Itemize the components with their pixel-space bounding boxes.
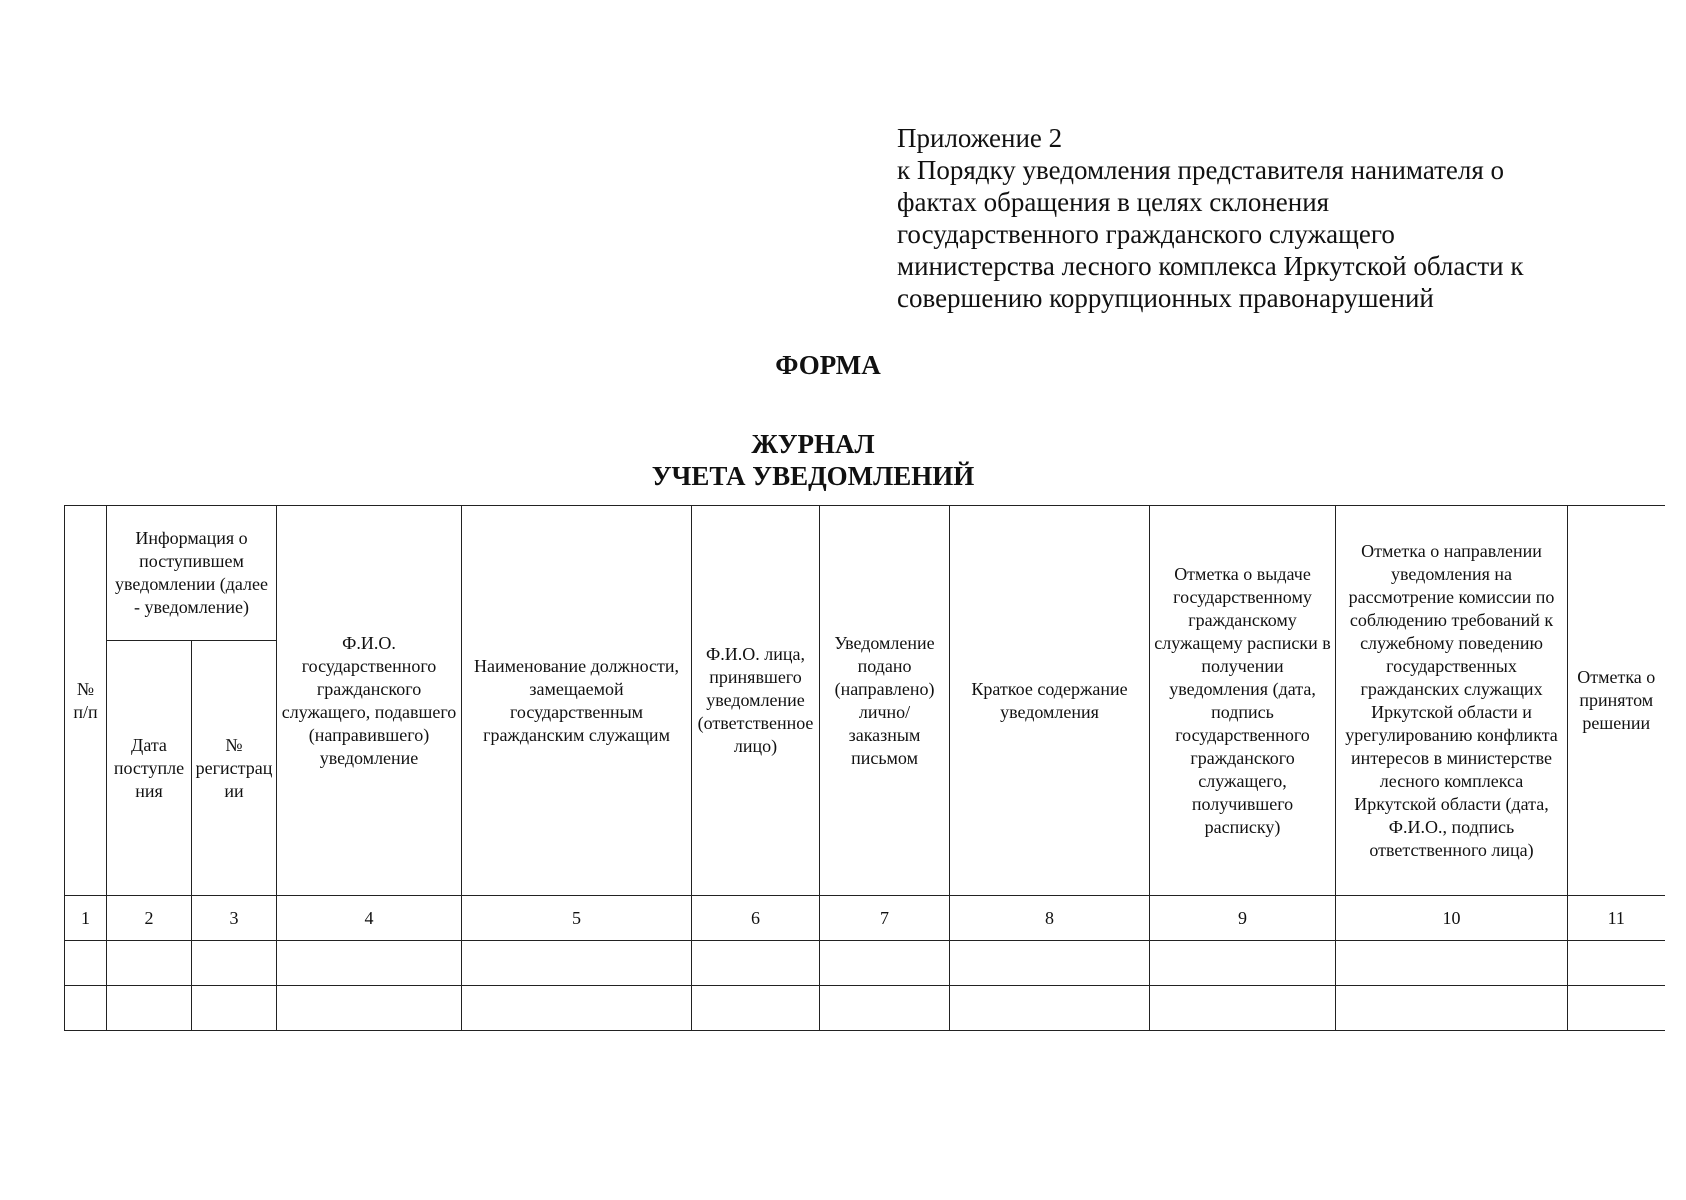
table-cell	[820, 986, 950, 1031]
column-number: 8	[950, 896, 1150, 941]
header-c8: Краткое содержание уведомления	[950, 506, 1150, 896]
column-number: 4	[277, 896, 462, 941]
table-cell	[1568, 941, 1665, 986]
appendix-block	[897, 122, 1637, 314]
table-cell	[692, 941, 820, 986]
column-number: 1	[65, 896, 107, 941]
column-number: 10	[1336, 896, 1568, 941]
table-cell	[1336, 986, 1568, 1031]
form-label	[0, 350, 1686, 381]
table-cell	[192, 941, 277, 986]
column-number: 6	[692, 896, 820, 941]
column-number: 11	[1568, 896, 1665, 941]
column-number: 5	[462, 896, 692, 941]
header-c3: № регистрации	[192, 641, 277, 896]
table-cell	[820, 941, 950, 986]
table-cell	[462, 941, 692, 986]
form-label-text: ФОРМА	[775, 350, 881, 380]
table-cell	[1568, 986, 1665, 1031]
appendix-line: министерства лесного комплекса Иркутской области к	[897, 251, 1524, 281]
header-c1: № п/п	[65, 506, 107, 896]
appendix-line: государственного гражданского служащего	[897, 219, 1395, 249]
journal-title	[0, 428, 1686, 492]
table-cell	[462, 986, 692, 1031]
column-number: 7	[820, 896, 950, 941]
column-number: 2	[107, 896, 192, 941]
header-c9: Отметка о выдаче государственному гражданскому служащему расписки в получении уведомления (дата, подпись государственного гражданского служащего, получившего расписку)	[1150, 506, 1336, 896]
journal-title-line1: ЖУРНАЛ	[751, 429, 875, 459]
table-cell	[277, 941, 462, 986]
header-c5: Наименование должности, замещаемой государственным гражданским служащим	[462, 506, 692, 896]
header-row-top	[65, 506, 1665, 641]
appendix-line: совершению коррупционных правонарушений	[897, 283, 1434, 313]
header-c11: Отметка о принятом решении	[1568, 506, 1665, 896]
column-number-row	[65, 896, 1665, 941]
table-row	[65, 941, 1665, 986]
table-cell	[277, 986, 462, 1031]
header-c6: Ф.И.О. лица, принявшего уведомление (ответственное лицо)	[692, 506, 820, 896]
table-cell	[950, 941, 1150, 986]
appendix-line: к Порядку уведомления представителя нанимателя о	[897, 155, 1505, 185]
header-c10: Отметка о направлении уведомления на рассмотрение комиссии по соблюдению требований к служебному поведению государственных гражданских служащих Иркутской области и урегулированию конфликта интересов в министерстве лесного комплекса Иркутской области (дата, Ф.И.О., подпись ответственного лица)	[1336, 506, 1568, 896]
column-number: 3	[192, 896, 277, 941]
table-cell	[65, 941, 107, 986]
table-cell	[65, 986, 107, 1031]
header-group-info: Информация о поступившем уведомлении (далее - уведомление)	[107, 506, 277, 641]
header-c2: Дата поступления	[107, 641, 192, 896]
appendix-line: фактах обращения в целях склонения	[897, 187, 1330, 217]
table-cell	[107, 941, 192, 986]
table-cell	[107, 986, 192, 1031]
journal-table	[64, 505, 1665, 1031]
table-cell	[950, 986, 1150, 1031]
header-c7: Уведомление подано (направлено) лично/заказным письмом	[820, 506, 950, 896]
table-cell	[1336, 941, 1568, 986]
journal-title-line2: УЧЕТА УВЕДОМЛЕНИЙ	[651, 461, 975, 491]
appendix-line: Приложение 2	[897, 123, 1063, 153]
table-cell	[692, 986, 820, 1031]
header-c4: Ф.И.О. государственного гражданского служащего, подавшего (направившего) уведомление	[277, 506, 462, 896]
table-cell	[192, 986, 277, 1031]
table-cell	[1150, 941, 1336, 986]
column-number: 9	[1150, 896, 1336, 941]
table-cell	[1150, 986, 1336, 1031]
table-row	[65, 986, 1665, 1031]
